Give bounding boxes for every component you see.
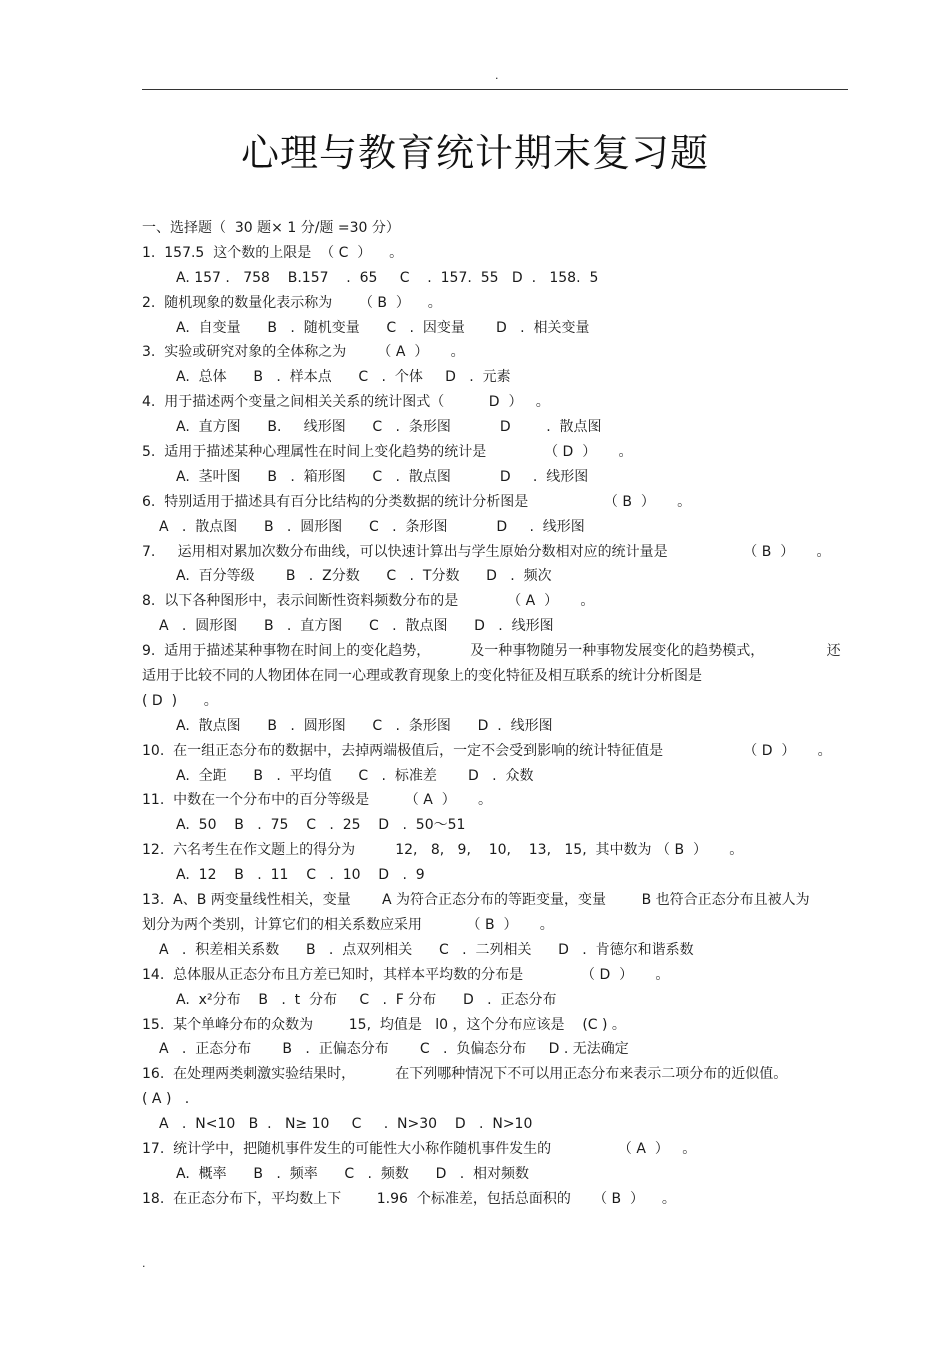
question-9-stem-line-1: 9. 适用于描述某种事物在时间上的变化趋势， 及一种事物随另一种事物发展变化的趋势模式， 还 (142, 643, 841, 660)
question-15-options: A . 正态分布 B . 正偏态分布 C . 负偏态分布 D . 无法确定 (159, 1041, 629, 1058)
page-title: 心理与教育统计期末复习题 (240, 131, 709, 175)
question-12-stem: 12. 六名考生在作文题上的得分为 12, 8, 9, 10, 13, 15, 其中数为 （ B ） 。 (142, 842, 744, 859)
question-17-stem: 17. 统计学中，把随机事件发生的可能性大小称作随机事件发生的 （ A ） 。 (142, 1140, 697, 1157)
question-7-stem: 7. 运用相对累加次数分布曲线，可以快速计算出与学生原始分数相对应的统计量是 （ B ） 。 (142, 543, 831, 560)
question-16-stem-line-1: 16. 在处理两类刺激实验结果时， 在下列哪种情况下不可以用正态分布来表示二项分布的近似值。 (142, 1066, 788, 1083)
question-15-stem: 15. 某个单峰分布的众数为 15, 均值是 l0 ，这个分布应该是 (C ) 。 (142, 1016, 626, 1033)
header-dot: . (495, 69, 499, 82)
question-8-stem: 8. 以下各种图形中，表示间断性资料频数分布的是 （ A ） 。 (142, 593, 595, 610)
question-9-stem-line-2: 适用于比较不同的人物团体在同一心理或教育现象上的变化特征及相互联系的统计分析图是 (142, 668, 702, 685)
question-6-options: A . 散点图 B . 圆形图 C . 条形图 D . 线形图 (159, 518, 585, 535)
question-4-stem: 4. 用于描述两个变量之间相关关系的统计图式（ D ） 。 (142, 394, 550, 411)
question-8-options: A . 圆形图 B . 直方图 C . 散点图 D . 线形图 (159, 618, 554, 635)
question-16-options: A . N<10 B . N≥ 10 C . N>30 D . N>10 (159, 1116, 533, 1133)
question-10-options: A. 全距 B . 平均值 C . 标准差 D . 众数 (176, 767, 534, 784)
question-16-stem-line-2: ( A ) . (142, 1091, 190, 1108)
question-2-options: A. 自变量 B . 随机变量 C . 因变量 D . 相关变量 (176, 319, 590, 336)
question-13-stem-line-1: 13. A、B 两变量线性相关，变量 A 为符合正态分布的等距变量，变量 B 也符合正态分布且被人为 (142, 892, 810, 909)
question-9-options: A. 散点图 B . 圆形图 C . 条形图 D . 线形图 (176, 717, 553, 734)
question-7-options: A. 百分等级 B . Z分数 C . T分数 D . 频次 (176, 568, 552, 585)
question-5-stem: 5. 适用于描述某种心理属性在时间上变化趋势的统计是 （ D ） 。 (142, 444, 633, 461)
question-1-stem: 1. 157.5 这个数的上限是 （ C ） 。 (142, 244, 404, 261)
question-3-options: A. 总体 B . 样本点 C . 个体 D . 元素 (176, 369, 511, 386)
header-rule (142, 89, 848, 90)
question-11-stem: 11. 中数在一个分布中的百分等级是 （ A ） 。 (142, 792, 492, 809)
footer-dot: . (142, 1257, 146, 1270)
question-18-stem: 18. 在正态分布下，平均数上下 1.96 个标准差，包括总面积的 （ B ） 。 (142, 1190, 676, 1207)
question-4-options: A. 直方图 B. 线形图 C . 条形图 D . 散点图 (176, 419, 602, 436)
question-14-stem: 14. 总体服从正态分布且方差已知时，其样本平均数的分布是 （ D ） 。 (142, 966, 670, 983)
question-17-options: A. 概率 B . 频率 C . 频数 D . 相对频数 (176, 1165, 530, 1182)
question-2-stem: 2. 随机现象的数量化表示称为 （ B ） 。 (142, 294, 442, 311)
question-12-options: A. 12 B . 11 C . 10 D . 9 (176, 867, 425, 884)
question-9-stem-line-3: ( D ) 。 (142, 692, 218, 709)
question-3-stem: 3. 实验或研究对象的全体称之为 （ A ） 。 (142, 344, 465, 361)
question-13-options: A . 积差相关系数 B . 点双列相关 C . 二列相关 D . 肯德尔和谐系数 (159, 941, 694, 958)
question-6-stem: 6. 特别适用于描述具有百分比结构的分类数据的统计分析图是 （ B ） 。 (142, 493, 692, 510)
question-10-stem: 10. 在一组正态分布的数据中，去掉两端极值后，一定不会受到影响的统计特征值是 （ D ） 。 (142, 742, 832, 759)
question-14-options: A. x²分布 B . t 分布 C . F 分布 D . 正态分布 (176, 991, 557, 1008)
question-13-stem-line-2: 划分为两个类别，计算它们的相关系数应采用 （ B ） 。 (142, 916, 554, 933)
question-body (142, 216, 852, 1212)
question-11-options: A. 50 B . 75 C . 25 D . 50～51 (176, 817, 466, 834)
question-1-options: A. 157 . 758 B.157 . 65 C . 157. 55 D . 158. 5 (176, 269, 599, 286)
section-heading: 一、选择题（ 30 题× 1 分/题 =30 分） (142, 220, 400, 236)
question-5-options: A. 茎叶图 B . 箱形图 C . 散点图 D . 线形图 (176, 468, 589, 485)
